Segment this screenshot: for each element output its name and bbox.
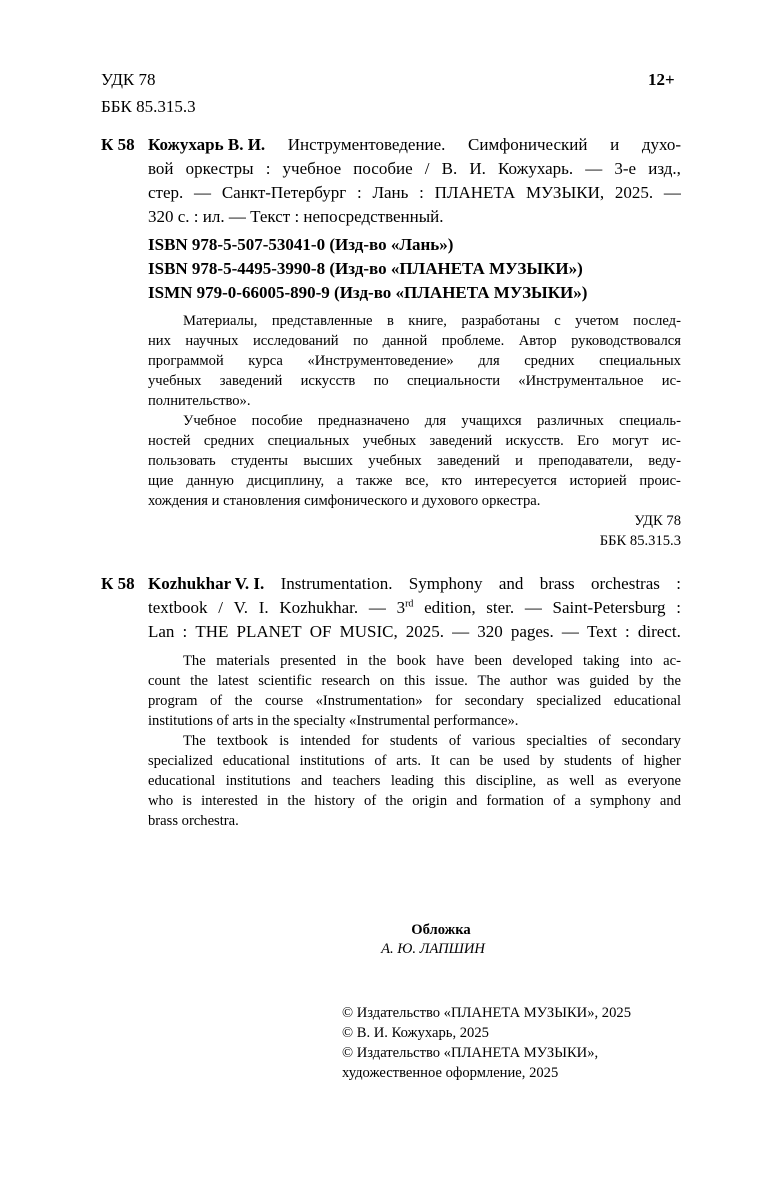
abstract-en-p1-line-3: program of the course «Instrumentation» for secondary specialized educational bbox=[148, 693, 681, 709]
abstract-en-p1-line-1: The materials presented in the book have been developed taking into ac- bbox=[183, 653, 681, 669]
entry-ru-code: К 58 bbox=[101, 135, 135, 154]
abstract-ru-p1-line-1: Материалы, представленные в книге, разработаны с учетом послед- bbox=[183, 313, 681, 329]
abstract-ru-p1-line-2: них научных исследований по данной проблеме. Автор руководствовался bbox=[148, 333, 681, 349]
entry-ru-line-2: вой оркестры : учебное пособие / В. И. Кожухарь. — 3-е изд., bbox=[148, 159, 681, 178]
abstract-en-p2-line-2: specialized educational institutions of arts. It can be used by students of higher bbox=[148, 753, 681, 769]
entry-en-line-3: Lan : THE PLANET OF MUSIC, 2025. — 320 pages. — Text : direct. bbox=[148, 622, 681, 641]
entry-ru-line-1-words: Кожухарь В. И. Инструментоведение. Симфонический и духо- bbox=[148, 135, 681, 154]
age-rating: 12+ bbox=[648, 70, 675, 89]
abstract-en-p2-line-1: The textbook is intended for students of various specialties of secondary bbox=[183, 733, 681, 749]
abstract-ru-p1-line-3: программой курса «Инструментоведение» для средних специальных bbox=[148, 353, 681, 369]
copyright-design-2: художественное оформление, 2025 bbox=[342, 1065, 559, 1081]
ismn-planeta: ISMN 979-0-66005-890-9 (Изд-во «ПЛАНЕТА МУЗЫКИ») bbox=[148, 283, 588, 302]
copyright-publisher: © Издательство «ПЛАНЕТА МУЗЫКИ», 2025 bbox=[342, 1005, 631, 1021]
entry-ru-author: Кожухарь В. И. bbox=[148, 135, 266, 154]
entry-en-line-2: textbook / V. I. Kozhukhar. — 3rd edition, ster. — Saint-Petersburg : bbox=[148, 598, 681, 617]
entry-en-edition: 3rd bbox=[396, 598, 414, 617]
entry-en-author: Kozhukhar V. I. bbox=[148, 574, 265, 593]
abstract-ru-p2-line-5: хождения и становления симфонического и духового оркестра. bbox=[148, 493, 541, 509]
abstract-ru-p2-line-4: щие данную дисциплину, а также все, кто интересуется историей проис- bbox=[148, 473, 681, 489]
cover-label: Обложка bbox=[411, 922, 471, 938]
entry-ru-line-4: 320 с. : ил. — Текст : непосредственный. bbox=[148, 207, 444, 226]
abstract-ru-p1-line-5: полнительство». bbox=[148, 393, 251, 409]
entry-ru-line-1 bbox=[148, 135, 681, 155]
abstract-ru-p1-line-4: учебных заведений искусств по специальности «Инструментальное ис- bbox=[148, 373, 681, 389]
abstract-ru-p2-line-1: Учебное пособие предназначено для учащихся различных специаль- bbox=[183, 413, 681, 429]
entry-en-code: К 58 bbox=[101, 574, 135, 593]
abstract-ru-bbk: ББК 85.315.3 bbox=[599, 533, 681, 549]
abstract-en-p2-line-3: educational institutions and teachers leading this discipline, as well as everyone bbox=[148, 773, 681, 789]
abstract-en-p1-line-2: count the latest scientific research on this issue. The author was guided by the bbox=[148, 673, 681, 689]
abstract-en-p2-line-4: who is interested in the history of the origin and formation of a symphony and bbox=[148, 793, 681, 809]
abstract-en-p1-line-4: institutions of arts in the specialty «Instrumental performance». bbox=[148, 713, 519, 729]
entry-en-line-1: Kozhukhar V. I. Instrumentation. Symphony and brass orchestras : bbox=[148, 574, 681, 593]
header-bbk: ББК 85.315.3 bbox=[101, 97, 196, 116]
header-udk: УДК 78 bbox=[101, 70, 156, 89]
entry-ru-line-3: стер. — Санкт-Петербург : Лань : ПЛАНЕТА МУЗЫКИ, 2025. — bbox=[148, 183, 681, 202]
isbn-lan: ISBN 978-5-507-53041-0 (Изд-во «Лань») bbox=[148, 235, 454, 254]
cover-artist: А. Ю. ЛАПШИН bbox=[381, 941, 485, 957]
abstract-ru-p2-line-3: пользовать студенты высших учебных заведений и преподаватели, веду- bbox=[148, 453, 681, 469]
isbn-planeta: ISBN 978-5-4495-3990-8 (Изд-во «ПЛАНЕТА МУЗЫКИ») bbox=[148, 259, 583, 278]
copyright-design-1: © Издательство «ПЛАНЕТА МУЗЫКИ», bbox=[342, 1045, 599, 1061]
copyright-author: © В. И. Кожухарь, 2025 bbox=[342, 1025, 489, 1041]
abstract-ru-p2-line-2: ностей средних специальных учебных заведений искусств. Его могут ис- bbox=[148, 433, 681, 449]
abstract-en-p2-line-5: brass orchestra. bbox=[148, 813, 239, 829]
abstract-ru-udk: УДК 78 bbox=[634, 513, 681, 529]
